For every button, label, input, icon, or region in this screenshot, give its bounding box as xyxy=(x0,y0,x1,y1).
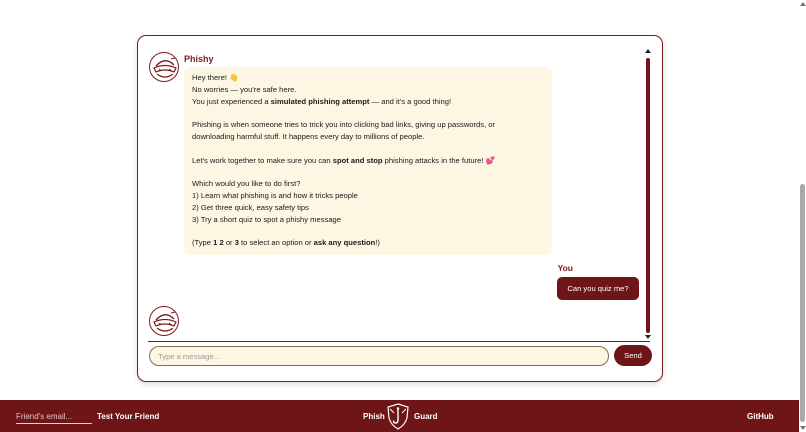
github-link[interactable]: GitHub xyxy=(747,412,774,421)
bot-hint xyxy=(192,237,544,249)
footer xyxy=(0,400,799,432)
send-button[interactable]: Send xyxy=(614,345,652,366)
bot-text: !) xyxy=(375,238,380,248)
masked-hacker-icon xyxy=(150,53,179,82)
bot-bold-text: 3 xyxy=(234,238,239,248)
brand-name-left: Phish xyxy=(363,412,385,421)
bot-line: No worries — you're safe here. xyxy=(192,84,297,94)
bot-line: downloading harmful stuff. It happens every day to millions of people. xyxy=(192,131,425,141)
bot-avatar xyxy=(149,52,179,82)
shield-hook-icon xyxy=(386,403,410,430)
bot-bold-text: 1 xyxy=(213,238,218,248)
bot-text: You just experienced a xyxy=(192,96,271,106)
bot-name: Phishy xyxy=(184,54,214,64)
bot-text: or xyxy=(223,238,235,248)
bot-bold-text: simulated phishing attempt xyxy=(270,96,370,106)
user-name: You xyxy=(557,263,573,273)
test-friend-button[interactable]: Test Your Friend xyxy=(97,412,160,421)
chat-scroll-up-arrow[interactable] xyxy=(645,49,651,53)
bot-bold-text: ask any question xyxy=(313,238,376,248)
bot-text: Let's work together to make sure you can xyxy=(192,155,333,165)
masked-hacker-icon xyxy=(150,307,179,336)
bot-avatar-typing xyxy=(149,306,179,336)
bot-text: — and it's a good thing! xyxy=(369,96,452,106)
message-list[interactable] xyxy=(138,36,662,342)
bot-text: to select an option or xyxy=(238,238,314,248)
bot-bold-text: 2 xyxy=(219,238,224,248)
bot-option: 2) Get three quick, easy safety tips xyxy=(192,202,309,212)
friend-email-input[interactable] xyxy=(16,410,92,424)
chat-scroll-down-arrow[interactable] xyxy=(645,335,651,339)
page-scrollbar-thumb[interactable] xyxy=(800,184,805,422)
chat-card xyxy=(137,35,663,382)
brand-name-right: Guard xyxy=(414,412,438,421)
bot-text: (Type xyxy=(192,238,214,248)
message-input[interactable] xyxy=(149,346,609,366)
user-message-bubble: Can you quiz me? xyxy=(557,277,639,300)
bot-line: Which would you like to do first? xyxy=(192,179,301,189)
bot-line xyxy=(192,96,544,108)
bot-bold-text: spot and stop xyxy=(332,155,383,165)
chat-divider xyxy=(148,341,650,342)
bot-option: 1) Learn what phishing is and how it tricks people xyxy=(192,190,358,200)
chat-scrollbar-thumb[interactable] xyxy=(646,58,650,333)
bot-line: Hey there! 👋 xyxy=(192,73,239,82)
bot-message-bubble xyxy=(184,67,552,255)
bot-line xyxy=(192,155,544,167)
page-scroll-up-arrow[interactable] xyxy=(800,2,806,6)
bot-option: 3) Try a short quiz to spot a phishy message xyxy=(192,214,341,224)
page-scroll-down-arrow[interactable] xyxy=(800,426,806,430)
bot-text: phishing attacks in the future! 💕 xyxy=(382,155,495,165)
bot-line: Phishing is when someone tries to trick you into clicking bad links, giving up passwords, or xyxy=(192,120,496,130)
